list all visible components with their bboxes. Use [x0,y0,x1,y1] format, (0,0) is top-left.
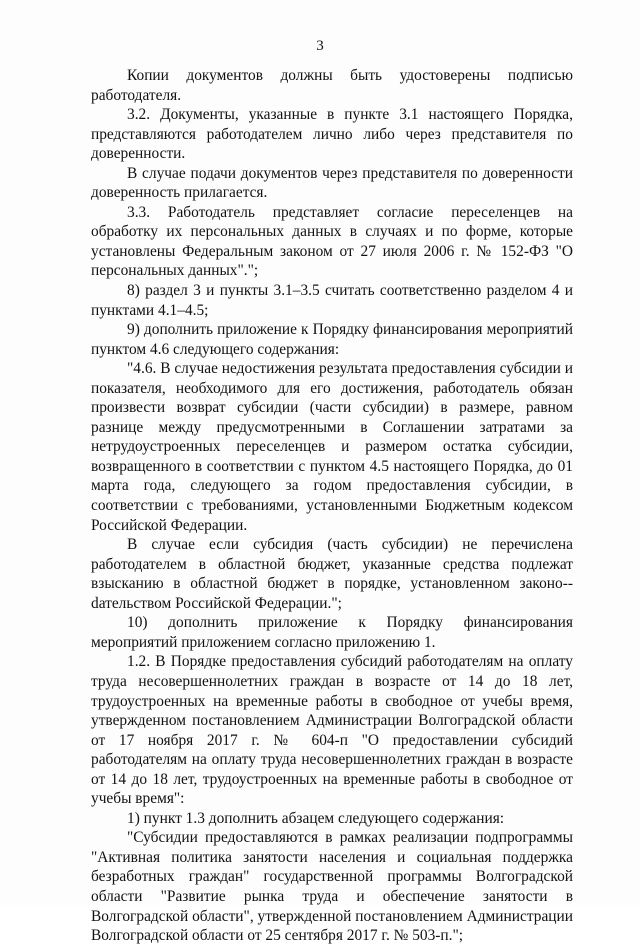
paragraph-subsidy-not-transferred: В случае если субсидия (часть субсидии) не перечислена работодателем в областной бюджет, указанные средства подлежат взысканию в областной бюджет в порядке, установленном законо-dательством Российской Федерации."; [91,536,573,612]
paragraph-item-10: 10) дополнить приложение к Порядку финансирования мероприятий приложением согласно приложению 1. [91,614,573,651]
paragraph-copies-certified: Копии документов должны быть удостоверены подписью работодателя. [91,67,573,104]
paragraph-item-9: 9) дополнить приложение к Порядку финансирования мероприятий пунктом 4.6 следующего содержания: [91,321,573,358]
paragraph-3-2: 3.2. Документы, указанные в пункте 3.1 настоящего Порядка, представляются работодателем лично либо через представителя по доверенности. [91,106,573,163]
paragraph-subsidies-provided: "Субсидии предоставляются в рамках реализации подпрограммы "Активная политика занятости населения и социальная поддержка безработных граждан" государственной программы Волгоградской области "Развитие рынка труда и обеспечение занятости в Волгоградской области", утвержденной постановлением Администрации Волгоградской области от 25 сентября 2017 г. № 503-п."; [91,829,573,945]
paragraph-item-8: 8) раздел 3 и пункты 3.1–3.5 считать соответственно разделом 4 и пунктами 4.1–4.5; [91,282,573,319]
document-body [91,66,573,946]
paragraph-1-2: 1.2. В Порядке предоставления субсидий работодателям на оплату труда несовершеннолетних граждан в возрасте от 14 до 18 лет, трудоустроенных на временные работы в свободное от учебы время, утвержденном постановлением Администрации Волгоградской области от 17 ноября 2017 г. № 604-п "О предоставлении субсидий работодателям на оплату труда несовершеннолетних граждан в возрасте от 14 до 18 лет, трудоустроенных на временные работы в свободное от учебы время": [91,653,573,808]
paragraph-power-of-attorney: В случае подачи документов через представителя по доверенности доверенность прилагается. [91,164,573,202]
paragraph-item-1: 1) пункт 1.3 дополнить абзацем следующего содержания: [127,809,505,827]
paragraph-3-3: 3.3. Работодатель представляет согласие переселенцев на обработку их персональных данных в случаях и по форме, которые установлены Федеральным законом от 27 июля 2006 г. № 152-ФЗ "О персональных данных"."; [91,203,573,280]
paragraph-4-6: "4.6. В случае недостижения результата предоставления субсидии и показателя, необходимого для его достижения, работодатель обязан произвести возврат субсидии (части субсидии) в размере, равном разнице между предусмотренными в Соглашении затратами за нетрудоустроенных переселенцев и размером остатка субсидии, возвращенного в соответствии с пунктом 4.5 настоящего Порядка, до 01 марта года, следующего за годом предоставления субсидии, в соответствии с требованиями, установленными Бюджетным кодексом Российской Федерации. [91,360,573,534]
page-number: 3 [316,38,324,54]
